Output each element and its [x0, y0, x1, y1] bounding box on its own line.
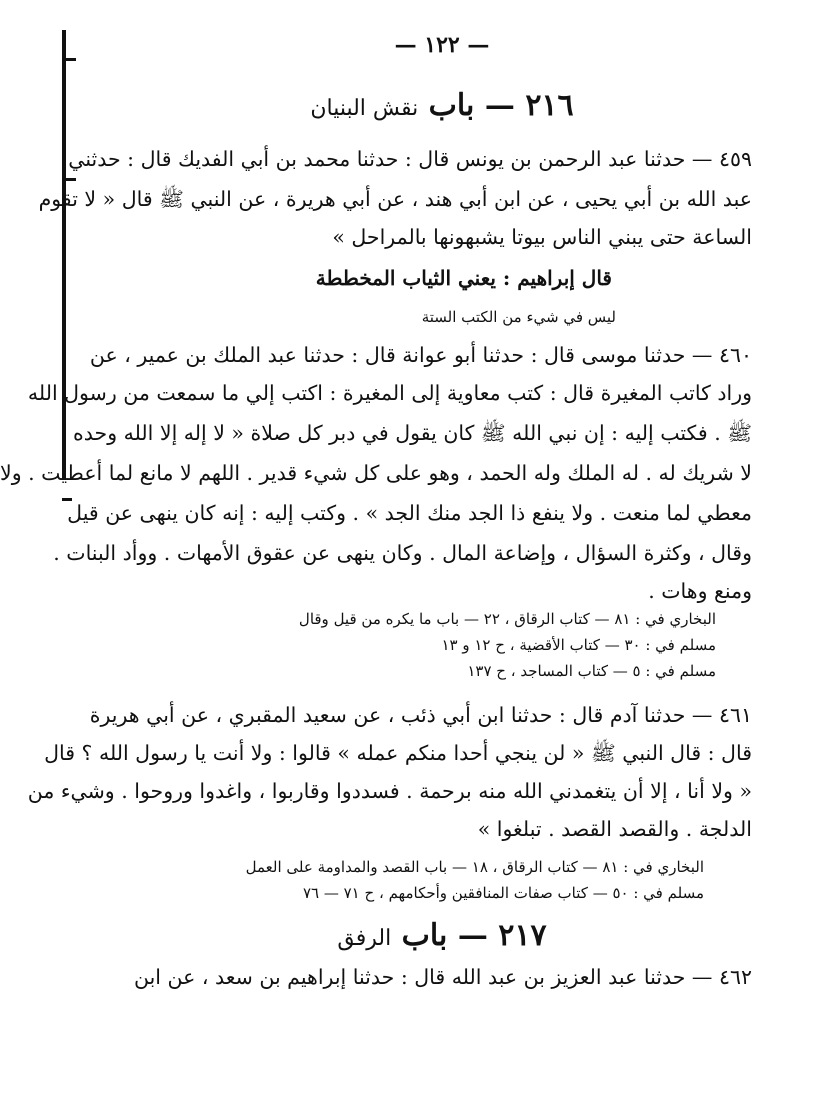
chapter-heading-216: [62, 88, 822, 123]
hadith-459-line: ٤٥٩ — حدثنا عبد الرحمن بن يونس قال : حدثنا محمد بن أبي الفديك قال : حدثني: [68, 147, 752, 171]
chapter-dash: —: [484, 88, 515, 123]
chapter-title: الرفق: [337, 926, 392, 951]
hadith-460-line: ومنع وهات .: [648, 579, 752, 603]
hadith-460-ref: مسلم في : ٥ — كتاب المساجد ، ح ١٣٧: [467, 662, 716, 680]
binding-tick: [62, 58, 76, 61]
hadith-459-note: ليس في شيء من الكتب الستة: [421, 308, 616, 326]
hadith-459-line: عبد الله بن أبي يحيى ، عن ابن أبي هند ، عن أبي هريرة ، عن النبي ﷺ قال « لا تقوم: [38, 187, 752, 211]
hadith-461-line: ٤٦١ — حدثنا آدم قال : حدثنا ابن أبي ذئب ، عن سعيد المقبري ، عن أبي هريرة: [89, 703, 752, 727]
chapter-number: ٢١٦: [525, 88, 574, 123]
hadith-461-line: الدلجة . والقصد القصد . تبلغوا »: [477, 817, 752, 841]
hadith-460-line: معطي لما منعت . ولا ينفع ذا الجد منك الجد » . وكتب إليه : إنه كان ينهى عن قيل: [67, 501, 752, 525]
hadith-460-line: ٤٦٠ — حدثنا موسى قال : حدثنا أبو عوانة قال : حدثنا عبد الملك بن عمير ، عن: [89, 343, 752, 367]
hadith-461-line: « ولا أنا ، إلا أن يتغمدني الله منه برحمة . فسددوا وقاربوا ، واغدوا وروحوا . وشيء من: [27, 779, 752, 803]
chapter-heading-217: [62, 918, 822, 953]
hadith-459-line: الساعة حتى يبني الناس بيوتا يشبهونها بالمراحل »: [332, 225, 752, 249]
chapter-dash: —: [457, 918, 488, 953]
chapter-number: ٢١٧: [498, 918, 547, 953]
hadith-460-line: وراد كاتب المغيرة قال : كتب معاوية إلى المغيرة : اكتب إلي ما سمعت من رسول الله: [27, 381, 752, 405]
hadith-460-ref: البخاري في : ٨١ — كتاب الرقاق ، ٢٢ — باب ما يكره من قيل وقال: [298, 610, 716, 628]
page-number: — ١٢٢ —: [394, 32, 490, 58]
hadith-460-ref: مسلم في : ٣٠ — كتاب الأقضية ، ح ١٢ و ١٣: [441, 636, 716, 654]
hadith-459-comment: قال إبراهيم : يعني الثياب المخططة: [315, 266, 612, 290]
hadith-460-line: ﷺ . فكتب إليه : إن نبي الله ﷺ كان يقول في دبر كل صلاة « لا إله إلا الله وحده: [73, 421, 752, 445]
chapter-title: نقش البنيان: [310, 96, 419, 121]
hadith-461-line: قال : قال النبي ﷺ « لن ينجي أحدا منكم عمله » قالوا : ولا أنت يا رسول الله ؟ قال: [44, 741, 752, 765]
hadith-462-line: ٤٦٢ — حدثنا عبد العزيز بن عبد الله قال : حدثنا إبراهيم بن سعد ، عن ابن: [134, 965, 752, 989]
hadith-460-line: وقال ، وكثرة السؤال ، وإضاعة المال . وكان ينهى عن عقوق الأمهات . ووأد البنات .: [53, 541, 752, 565]
hadith-461-ref: البخاري في : ٨١ — كتاب الرقاق ، ١٨ — باب القصد والمداومة على العمل: [245, 858, 704, 876]
hadith-460-line: لا شريك له . له الملك وله الحمد ، وهو على كل شيء قدير . اللهم لا مانع لما أعطيت . ولا: [0, 461, 752, 485]
chapter-label: باب: [401, 918, 448, 953]
hadith-461-ref: مسلم في : ٥٠ — كتاب صفات المنافقين وأحكامهم ، ح ٧١ — ٧٦: [302, 884, 704, 902]
chapter-label: باب: [428, 88, 475, 123]
binding-tick: [62, 178, 76, 181]
